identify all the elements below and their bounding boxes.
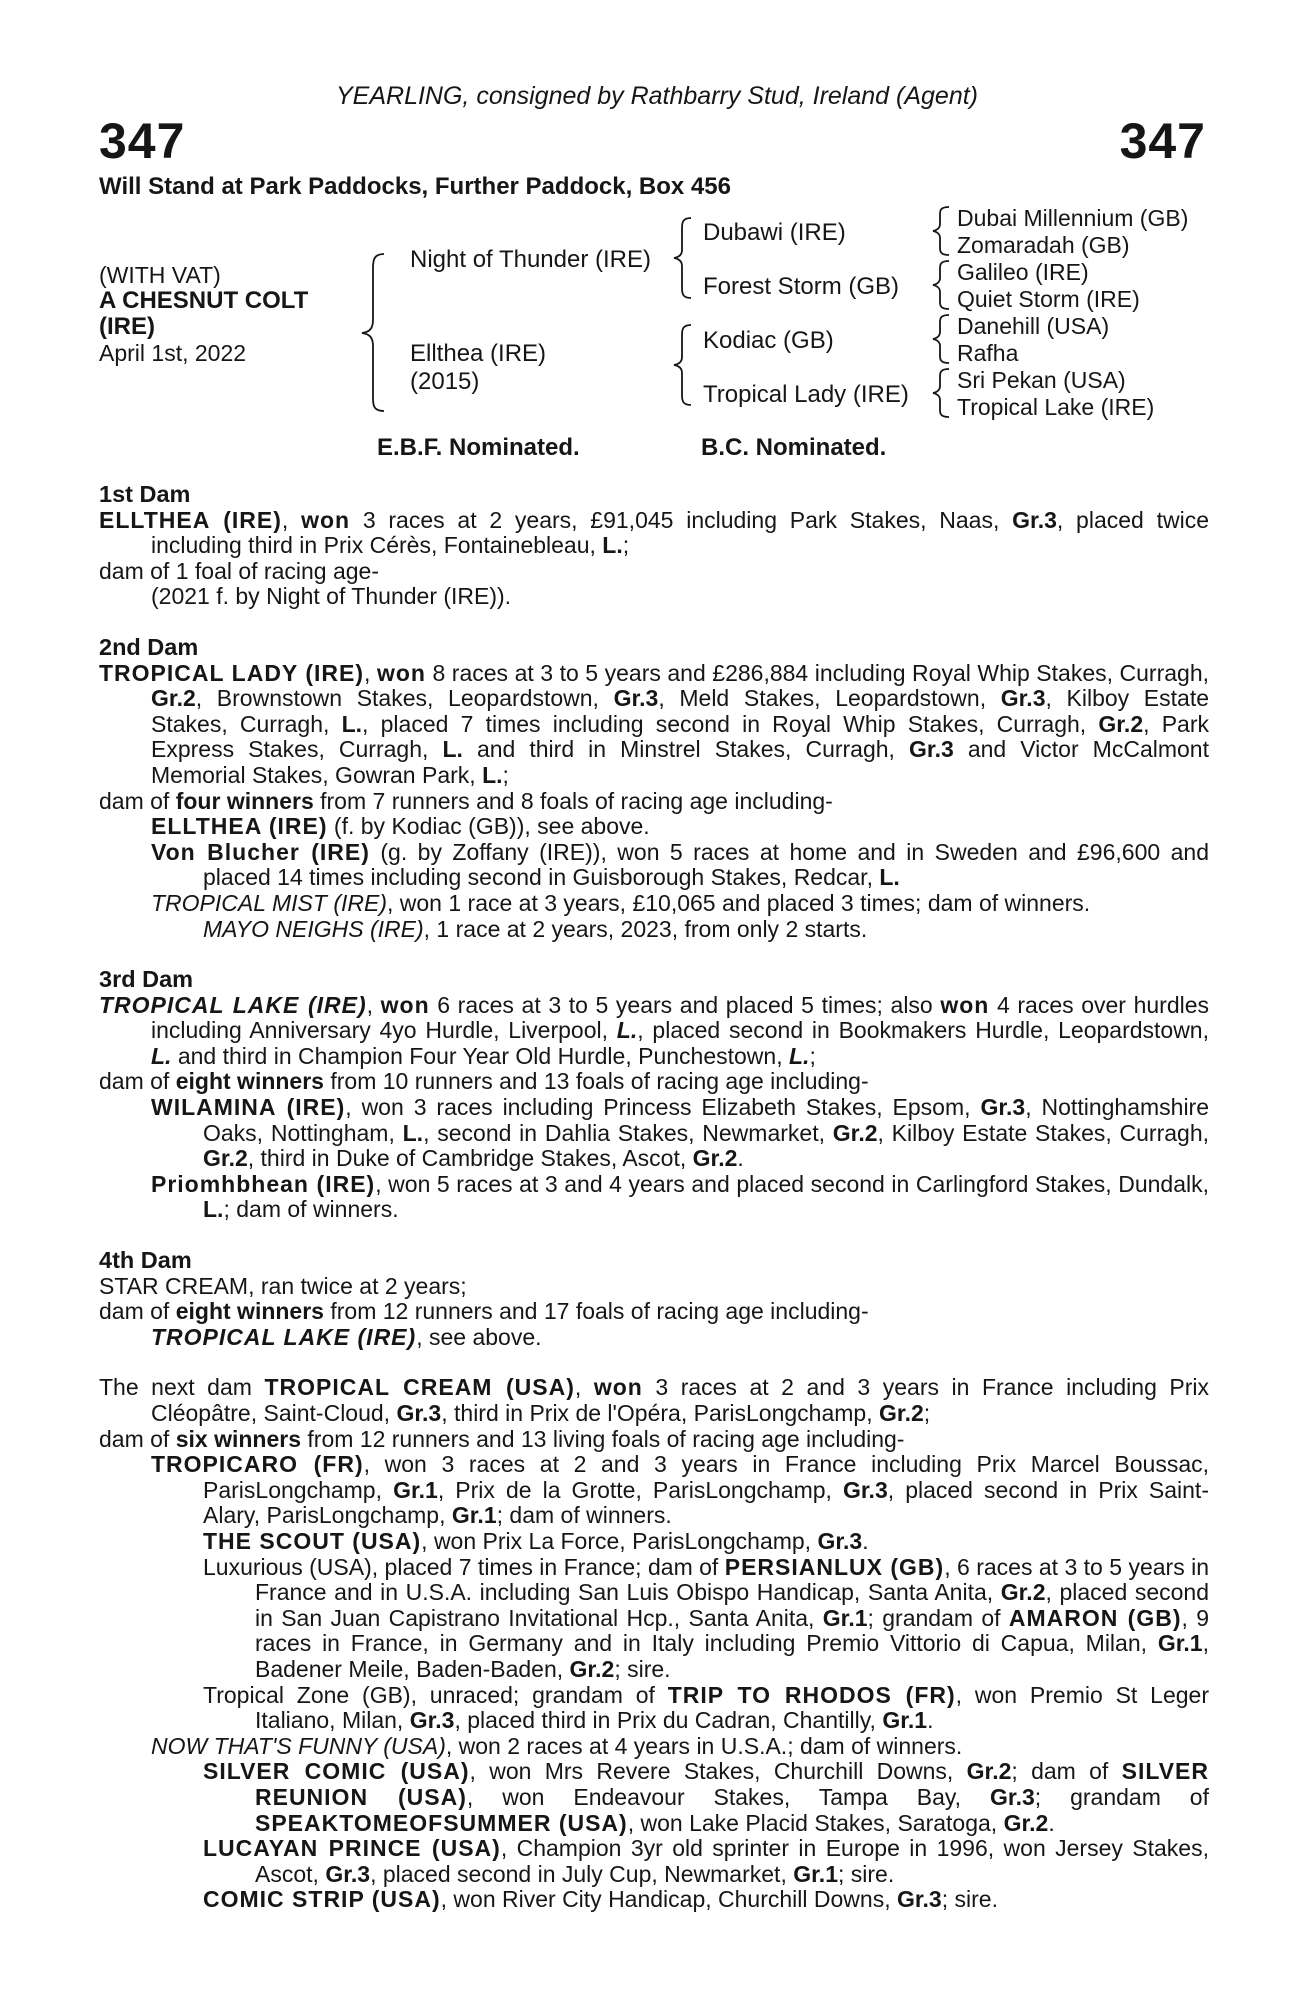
second-dam-progeny-2: Von Blucher (IRE) (g. by Zoffany (IRE)), won 5 races at home and in Sweden and £96,600 and placed 14 times including second in Guisborough Stakes, Redcar, L.	[151, 838, 1209, 891]
first-dam-record: ELLTHEA (IRE), won 3 races at 2 years, £91,045 including Park Stakes, Naas, Gr.3, placed twice including third in Prix Cérès, Fontainebleau, L.;	[99, 506, 1210, 559]
second-dam-heading: 2nd Dam	[99, 633, 199, 660]
great-grandparent-4: Quiet Storm (IRE)	[957, 286, 1140, 312]
ebf-nomination: E.B.F. Nominated.	[377, 434, 580, 461]
stand-location: Will Stand at Park Paddocks, Further Paddock, Box 456	[99, 173, 731, 200]
next-dam-grandprogeny-tropical-zone: Tropical Zone (GB), unraced; grandam of TRIP TO RHODOS (FR), won Premio St Leger Italiano, Milan, Gr.3, placed third in Prix du Cadran, Chantilly, Gr.1.	[203, 1681, 1209, 1734]
dam: Ellthea (IRE)	[410, 340, 547, 367]
great-grandparent-1: Dubai Millennium (GB)	[957, 205, 1189, 231]
third-dam-produce: dam of eight winners from 10 runners and 13 foals of racing age including-	[99, 1068, 869, 1095]
second-dam-grandprogeny: MAYO NEIGHS (IRE), 1 race at 2 years, 2023, from only 2 starts.	[203, 915, 868, 942]
third-dam-heading: 3rd Dam	[99, 966, 194, 993]
great-grandparent-7: Sri Pekan (USA)	[957, 367, 1126, 393]
catalogue-body	[99, 482, 1209, 1913]
second-dam-progeny-3: TROPICAL MIST (IRE), won 1 race at 3 years, £10,065 and placed 3 times; dam of winners.	[151, 889, 1091, 916]
second-dam-progeny-1: ELLTHEA (IRE) (f. by Kodiac (GB)), see above.	[151, 813, 650, 840]
next-dam-progeny-tropicaro: TROPICARO (FR), won 3 races at 2 and 3 years in France including Prix Marcel Boussac, ParisLongchamp, Gr.1, Prix de la Grotte, ParisLongchamp, Gr.3, placed second in Prix Saint-Alary, ParisLongchamp, Gr.1; dam of winners.	[151, 1451, 1209, 1529]
great-grandparent-2: Zomaradah (GB)	[957, 232, 1130, 258]
sire-of-sire: Dubawi (IRE)	[703, 219, 846, 246]
fourth-dam-produce: dam of eight winners from 12 runners and 17 foals of racing age including-	[99, 1298, 869, 1325]
next-dam-grandprogeny-lucayan-prince: LUCAYAN PRINCE (USA), Champion 3yr old sprinter in Europe in 1996, won Jersey Stakes, Ascot, Gr.3, placed second in July Cup, Newmarket, Gr.1; sire.	[203, 1835, 1209, 1887]
sire: Night of Thunder (IRE)	[410, 246, 651, 273]
dam-of-dam: Tropical Lady (IRE)	[703, 381, 909, 408]
first-dam-heading: 1st Dam	[99, 481, 191, 507]
lot-number-left: 347	[99, 113, 186, 169]
first-dam-foal: (2021 f. by Night of Thunder (IRE)).	[151, 583, 512, 610]
lot-description: A CHESNUT COLT	[99, 287, 309, 314]
fourth-dam-progeny: TROPICAL LAKE (IRE), see above.	[151, 1323, 542, 1350]
lot-origin: (IRE)	[99, 313, 155, 340]
dam-year: (2015)	[410, 368, 480, 395]
third-dam-progeny-1: WILAMINA (IRE), won 3 races including Princess Elizabeth Stakes, Epsom, Gr.3, Nottinghamshire Oaks, Nottingham, L., second in Dahlia Stakes, Newmarket, Gr.2, Kilboy Estate Stakes, Curragh, Gr.2, third in Duke of Cambridge Stakes, Ascot, Gr.2.	[151, 1094, 1210, 1172]
next-dam-produce: dam of six winners from 12 runners and 13 living foals of racing age including-	[99, 1425, 905, 1452]
next-dam-grandprogeny-scout: THE SCOUT (USA), won Prix La Force, ParisLongchamp, Gr.3.	[203, 1527, 869, 1554]
great-grandparent-3: Galileo (IRE)	[957, 259, 1089, 285]
next-dam-grandprogeny-silver-comic: SILVER COMIC (USA), won Mrs Revere Stakes, Churchill Downs, Gr.2; dam of SILVER REUNION (USA), won Endeavour Stakes, Tampa Bay, Gr.3; grandam of SPEAKTOMEOFSUMMER (USA), won Lake Placid Stakes, Saratoga, Gr.2.	[203, 1758, 1210, 1836]
great-grandparent-6: Rafha	[957, 340, 1019, 366]
second-dam-produce: dam of four winners from 7 runners and 8 foals of racing age including-	[99, 787, 833, 814]
great-grandparent-8: Tropical Lake (IRE)	[957, 394, 1155, 420]
vat-note: (WITH VAT)	[99, 262, 221, 288]
third-dam-record: TROPICAL LAKE (IRE), won 6 races at 3 to 5 years and placed 5 times; also won 4 races over hurdles including Anniversary 4yo Hurdle, Liverpool, L., placed second in Bookmakers Hurdle, Leopardstown, L. and third in Champion Four Year Old Hurdle, Punchestown, L.;	[99, 991, 1210, 1069]
dam-of-sire: Forest Storm (GB)	[703, 273, 900, 300]
great-grandparent-5: Danehill (USA)	[957, 313, 1110, 339]
bc-nomination: B.C. Nominated.	[701, 434, 887, 461]
next-dam-grandprogeny-comic-strip: COMIC STRIP (USA), won River City Handicap, Churchill Downs, Gr.3; sire.	[203, 1886, 998, 1913]
fourth-dam-record: STAR CREAM, ran twice at 2 years;	[99, 1272, 467, 1299]
third-dam-progeny-2: Priomhbhean (IRE), won 5 races at 3 and 4 years and placed second in Carlingford Stakes, Dundalk, L.; dam of winners.	[151, 1170, 1210, 1223]
lot-number-right: 347	[1119, 113, 1206, 169]
second-dam-record: TROPICAL LADY (IRE), won 8 races at 3 to 5 years and £286,884 including Royal Whip Stakes, Curragh, Gr.2, Brownstown Stakes, Leopardstown, Gr.3, Meld Stakes, Leopardstown, Gr.3, Kilboy Estate Stakes, Curragh, L., placed 7 times including second in Royal Whip Stakes, Curragh, Gr.2, Park Express Stakes, Curragh, L. and third in Minstrel Stakes, Curragh, Gr.3 and Victor McCalmont Memorial Stakes, Gowran Park, L.;	[99, 659, 1210, 788]
next-dam-record: The next dam TROPICAL CREAM (USA), won 3 races at 2 and 3 years in France including Prix Cléopâtre, Saint-Cloud, Gr.3, third in Prix de l'Opéra, ParisLongchamp, Gr.2;	[99, 1374, 1210, 1426]
fourth-dam-heading: 4th Dam	[99, 1247, 192, 1274]
next-dam-progeny-now-thats-funny: NOW THAT'S FUNNY (USA), won 2 races at 4 years in U.S.A.; dam of winners.	[151, 1732, 963, 1759]
first-dam-produce: dam of 1 foal of racing age-	[99, 557, 379, 584]
next-dam-grandprogeny-luxurious: Luxurious (USA), placed 7 times in France; dam of PERSIANLUX (GB), 6 races at 3 to 5 years in France and in U.S.A. including San Luis Obispo Handicap, Santa Anita, Gr.2, placed second in San Juan Capistrano Invitational Hcp., Santa Anita, Gr.1; grandam of AMARON (GB), 9 races in France, in Germany and in Italy including Premio Vittorio di Capua, Milan, Gr.1, Badener Meile, Baden-Baden, Gr.2; sire.	[203, 1553, 1210, 1682]
foaling-date: April 1st, 2022	[99, 340, 247, 366]
sire-of-dam: Kodiac (GB)	[703, 327, 834, 354]
consignor-line: YEARLING, consigned by Rathbarry Stud, Ireland (Agent)	[336, 82, 978, 110]
